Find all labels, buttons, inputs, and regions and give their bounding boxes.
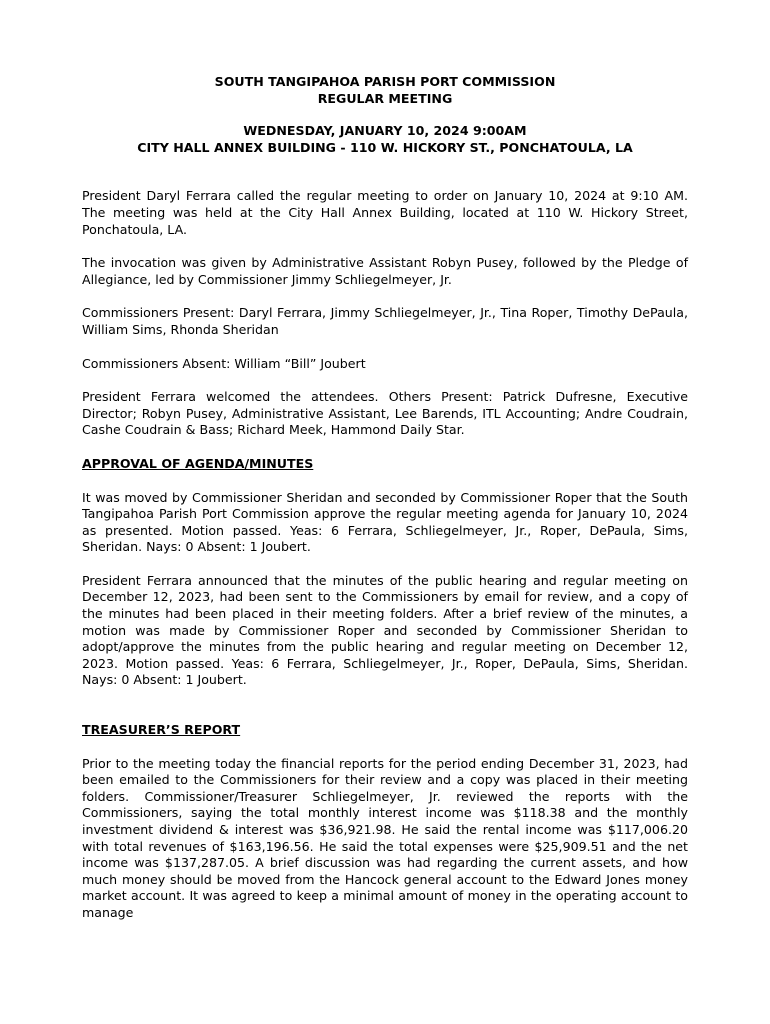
agenda-approval-paragraph: It was moved by Commissioner Sheridan and seconded by Commissioner Roper that the South Tangipahoa Parish Port Commission approve the regular meeting agenda for January 10, 2024 as presented. Motion passed. Yeas: 6 Ferrara, Schliegelmeyer, Jr., Roper, DePaula, Sims, Sheridan. Nays: 0 Absent: 1 Joubert.: [82, 489, 688, 555]
treasurer-section-title: TREASURER’S REPORT: [82, 722, 241, 738]
minutes-approval-paragraph: President Ferrara announced that the minutes of the public hearing and regular meeting on December 12, 2023, had been sent to the Commissioners by email for review, and a copy of the minutes had been placed in their meeting folders. After a brief review of the minutes, a motion was made by Commissioner Roper and seconded by Commissioner Sheridan to adopt/approve the minutes from the public hearing and regular meeting on December 12, 2023. Motion passed. Yeas: 6 Ferrara, Schliegelmeyer, Jr., Roper, DePaula, Sims, Sheridan. Nays: 0 Absent: 1 Joubert.: [82, 572, 688, 688]
meeting-minutes-page: [82, 74, 688, 939]
commissioners-present-paragraph: Commissioners Present: Daryl Ferrara, Jimmy Schliegelmeyer, Jr., Tina Roper, Timothy DePaula, William Sims, Rhonda Sheridan: [82, 305, 688, 337]
meeting-date-time: WEDNESDAY, JANUARY 10, 2024 9:00AM: [243, 123, 527, 139]
commission-name: SOUTH TANGIPAHOA PARISH PORT COMMISSION: [214, 74, 556, 89]
meeting-location: CITY HALL ANNEX BUILDING - 110 W. HICKORY ST., PONCHATOULA, LA: [137, 139, 633, 155]
others-present-paragraph: President Ferrara welcomed the attendees. Others Present: Patrick Dufresne, Executive Director; Robyn Pusey, Administrative Assistant, Lee Barends, ITL Accounting; Andre Coudrain, Cashe Coudrain & Bass; Richard Meek, Hammond Daily Star.: [82, 389, 688, 438]
document-header: [82, 74, 688, 156]
commissioners-absent-paragraph: Commissioners Absent: William “Bill” Joubert: [82, 355, 366, 371]
treasurer-report-paragraph: Prior to the meeting today the financial reports for the period ending December 31, 2023, had been emailed to the Commissioners for their review and a copy was placed in their meeting folders. Commissioner/Treasurer Schliegelmeyer, Jr. reviewed the reports with the Commissioners, saying the total monthly interest income was $118.38 and the monthly investment dividend & interest was $36,921.98. He said the rental income was $117,006.20 with total revenues of $163,196.56. He said the total expenses were $25,909.51 and the net income was $137,287.05. A brief discussion was had regarding the current assets, and how much money should be moved from the Hancock general account to the Edward Jones money market account. It was agreed to keep a minimal amount of money in the operating account to manage: [82, 755, 688, 920]
call-to-order-paragraph: President Daryl Ferrara called the regular meeting to order on January 10, 2024 at 9:10 AM. The meeting was held at the City Hall Annex Building, located at 110 W. Hickory Street, Ponchatoula, LA.: [82, 188, 688, 237]
invocation-paragraph: The invocation was given by Administrative Assistant Robyn Pusey, followed by the Pledge of Allegiance, led by Commissioner Jimmy Schliegelmeyer, Jr.: [82, 255, 688, 287]
approval-section-title: APPROVAL OF AGENDA/MINUTES: [82, 455, 314, 471]
meeting-type: REGULAR MEETING: [317, 90, 453, 106]
header-spacer: [82, 107, 688, 123]
